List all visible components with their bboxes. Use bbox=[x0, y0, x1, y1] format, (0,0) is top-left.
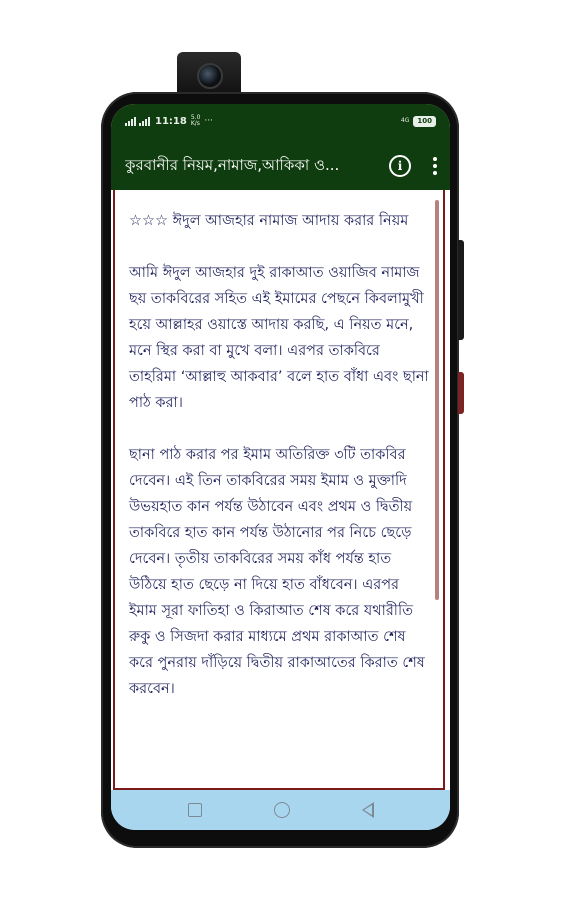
article-paragraph: আমি ঈদুল আজহার দুই রাকাআত ওয়াজিব নামাজ ছয় তাকবিরের সহিত এই ইমামের পেছনে কিবলামুখী হয়ে আল্লাহর ওয়াস্তে আদায় করছি, এ নিয়ত মনে, মনে স্থির করা বা মুখে বলা। এরপর তাকবিরে তাহরিমা ‘আল্লাহু আকবার’ বলে হাত বাঁধা এবং ছানা পাঠ করা। bbox=[129, 265, 429, 411]
camera-lens-icon bbox=[197, 63, 223, 89]
system-nav-bar bbox=[111, 790, 450, 830]
scrollbar[interactable] bbox=[435, 200, 439, 600]
recents-square-icon[interactable] bbox=[188, 803, 202, 817]
clock: 11:18 bbox=[155, 115, 187, 127]
network-speed: 5.0 K/s bbox=[190, 114, 201, 127]
popup-camera bbox=[177, 52, 241, 96]
article-body bbox=[129, 208, 431, 728]
app-header bbox=[111, 104, 450, 190]
power-button bbox=[458, 372, 464, 414]
article-container[interactable] bbox=[113, 190, 445, 790]
volume-button bbox=[458, 240, 464, 340]
network-type: 4G bbox=[400, 117, 410, 124]
article-paragraph: ছানা পাঠ করার পর ইমাম অতিরিক্ত ৩টি তাকবির দেবেন। এই তিন তাকবিরের সময় ইমাম ও মুক্তাদি উভয়হাত কান পর্যন্ত উঠাবেন এবং প্রথম ও দ্বিতীয় তাকবিরে হাত কান পর্যন্ত উঠানোর পর নিচে ছেড়ে দেবেন। তৃতীয় তাকবিরের সময় কাঁধ পর্যন্ত হাত উঠিয়ে হাত ছেড়ে না দিয়ে হাত বাঁধবেন। এরপর ইমাম সূরা ফাতিহা ও কিরাআত শেষ করে যথারীতি রুকু ও সিজদা করার মাধ্যমে প্রথম রাকাআত শেষ করে পুনরায় দাঁড়িয়ে দ্বিতীয় রাকাআতের কিরাত শেষ করবেন। bbox=[129, 447, 425, 697]
back-triangle-icon[interactable] bbox=[362, 802, 374, 818]
signal-icon bbox=[139, 117, 149, 126]
more-vert-icon[interactable] bbox=[433, 157, 437, 175]
notification-dots: ··· bbox=[204, 116, 213, 126]
phone-screen bbox=[111, 104, 450, 830]
battery-icon: 100 bbox=[413, 116, 436, 127]
info-icon[interactable]: i bbox=[389, 155, 411, 177]
app-bar bbox=[111, 146, 450, 186]
home-circle-icon[interactable] bbox=[274, 802, 290, 818]
article-heading: ☆☆☆ ঈদুল আজহার নামাজ আদায় করার নিয়ম bbox=[129, 213, 409, 229]
signal-icon bbox=[125, 117, 135, 126]
app-title: কুরবানীর নিয়ম,নামাজ,আকিকা ও... bbox=[125, 155, 340, 174]
status-bar bbox=[125, 112, 436, 130]
